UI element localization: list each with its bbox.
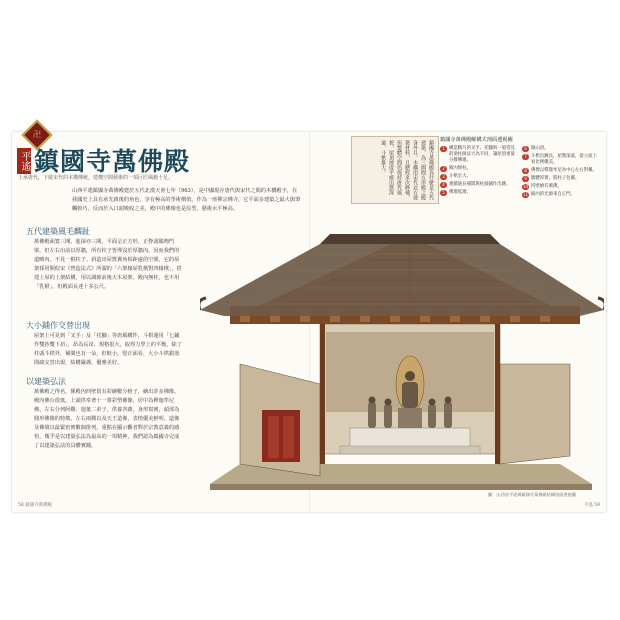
- legend-item-text: 四壁繪有萬佛。: [531, 184, 562, 189]
- folio-right: 平遙 59: [583, 503, 600, 508]
- temple-cutaway-illustration: [200, 214, 604, 492]
- legend-item: [522, 192, 598, 198]
- legend-item: [440, 146, 516, 164]
- badge-glyph: 卍: [33, 130, 41, 139]
- legend-item: [522, 176, 598, 182]
- legend-item: [440, 174, 516, 180]
- legend-item: [522, 184, 598, 190]
- legend-title: 鎮國寺萬佛殿解構式剖面透視圖: [440, 137, 513, 143]
- section-body-3: 萬佛殿之得名，係殿內四壁留有彩繪數分格子，繪出許多佛像。殿內佛台很低，上頭供奉著十一尊彩塑佛像，居中為釋迦牟尼佛，左右分列阿難、迦葉二弟子，供養菩薩，身形寫實，頭部為圓形佛像的特徵。左右兩側以及天王造像，表情優美鮮明。造像及佛壇以最緊密實數個排列，重點在顯示觀者對於宗教意義的感悟，幾乎是以建築弘法為最高的一項精神，我們認為鎮國寺完成了以建築弘法的具體實踐。: [34, 389, 180, 449]
- legend-item: [522, 146, 598, 152]
- diagram-legend: [440, 136, 600, 224]
- front-door: [262, 410, 300, 462]
- legend-number-badge: 10: [522, 184, 529, 189]
- section-heading-1: 五代建築風毛麟趾: [26, 227, 90, 236]
- legend-item-text: 殿內無柱。: [449, 166, 471, 171]
- platform-edge: [210, 484, 592, 490]
- legend-item-text: 構造精巧的叉手、托腳與一般常見的梁柱做法大為不同，讓屋頂重量分散傳遞。: [449, 146, 515, 163]
- legend-number-badge: 9: [522, 176, 529, 182]
- legend-item: [522, 168, 598, 174]
- hip-gable-roof: [200, 244, 604, 316]
- legend-item-text: 斗栱出跳長，屋簷深遠，從立面上看比例優美。: [531, 154, 597, 165]
- book-spread: [12, 132, 606, 512]
- legend-number-badge: 8: [522, 168, 529, 174]
- legend-number-badge: 3: [440, 174, 447, 180]
- legend-item-text: 佛壇低矮。: [449, 190, 471, 195]
- section-body-2: 屋架上可見到「叉手」及「托腳」等唐風構件，斗栱運用「七鋪作雙抄雙下昂」，昂為長昂、規格很大，取得力學上的平衡，除了柱頭斗栱外，補間也有一朵，但較小，豎正面看，大小斗栱錯落間疏交替出現，結構嚴謹，優雅美好。: [34, 333, 182, 366]
- legend-item-text: 牆體厚實，將柱子包覆。: [531, 176, 580, 181]
- buddha-body: [402, 382, 418, 408]
- legend-item-text: 殿內的光源來自正門。: [531, 192, 575, 197]
- page-title: 鎮國寺萬佛殿: [34, 147, 191, 176]
- buddha-pedestal: [398, 408, 422, 428]
- section-body-1: 萬佛殿面寬三開，進深亦三間，平面呈正方形，正脊頭鴟吻門梁，但左右出前以厚牆，所有柱子皆埋沒於厚牆內，因而我們的道略內，不見一根柱子。斜造出屋簷翼角相距遠的空間，它的屋架採用類似宋《營造法式》所謂的「六架椽屋乳栿對四椽栿」，搭建上屋的上架結構，用以調節前後大木屋架。殿內無柱，也不用「乳栿」，但殿面長達十多公尺。: [34, 239, 182, 290]
- legend-item-text: 佛像以釋迦牟尼為中心左右對稱。: [531, 168, 597, 173]
- roof-ridge: [320, 234, 500, 244]
- intro-paragraph: 山西平遙鎮國寺萬佛殿建於五代北漢天會七年（963），是中國現存唐代與宋代之間的木構殿字，在我國史上具有承先啟後的角色，享有極高的學術價值。作為一座禪宗佛寺，它平面多建築之最大與筆觸較巧，反而於入口頭吸收之美，殿中的佛像也是原型，藝術水平極高。: [72, 188, 301, 212]
- altar-platform: [350, 428, 470, 448]
- page-subtitle: 上承唐代，下啟宋代的木構傳統，建構空間藝術的一項巨匠風範十足。: [18, 175, 174, 181]
- region-tag: 平遙: [17, 148, 31, 174]
- legend-item-text: 斗栱宏大。: [449, 174, 471, 179]
- pillar: [495, 314, 500, 464]
- illustration-caption: 圖：山西省平遙縣鎮國寺萬佛殿結構剖面透視圖: [488, 492, 576, 497]
- right-wall: [500, 364, 570, 464]
- legend-number-badge: 11: [522, 192, 529, 197]
- buddha-head: [405, 371, 415, 381]
- legend-number-badge: 4: [440, 182, 447, 188]
- section-heading-3: 以建築弘法: [26, 377, 66, 386]
- legend-number-badge: 6: [522, 146, 529, 152]
- vertical-note: 鎮國寺萬佛殿為什麼是五代建築，為三開間方形殿之殿身外且，木構用宋代北方建築材料，且歷經多次修補，但整體空間仍保持唐代風貌，屋頂坡度平緩出簷深遠，斗栱雄大。: [351, 136, 439, 204]
- legend-number-badge: 1: [440, 146, 447, 152]
- folio-left: 58 鎮國寺萬佛殿: [18, 503, 53, 508]
- legend-item: [440, 190, 516, 196]
- legend-number-badge: 5: [440, 190, 447, 196]
- legend-left-column: [440, 146, 516, 198]
- legend-item: [440, 182, 516, 188]
- legend-item-text: 連續通長補間與柱頭鋪作出跳。: [449, 182, 511, 187]
- legend-item: [522, 154, 598, 166]
- legend-number-badge: 7: [522, 154, 529, 160]
- pillar: [320, 314, 325, 464]
- legend-item-text: 歇山頂。: [531, 146, 549, 151]
- legend-number-badge: 2: [440, 166, 447, 172]
- legend-right-column: [522, 146, 598, 200]
- legend-item: [440, 166, 516, 172]
- section-heading-2: 大小鋪作交替出現: [26, 321, 90, 330]
